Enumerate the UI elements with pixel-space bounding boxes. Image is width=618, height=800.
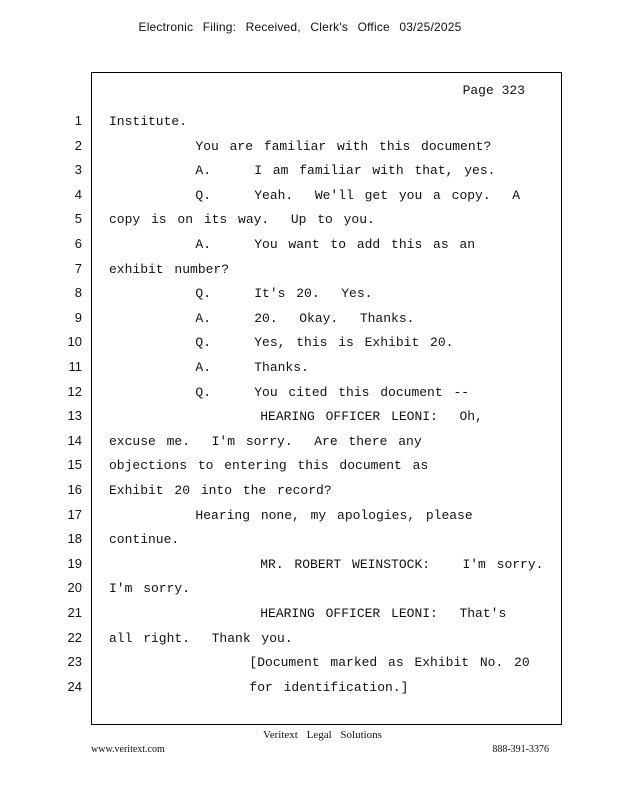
transcript-page-frame bbox=[91, 72, 562, 725]
transcript-line: HEARING OFFICER LEONI: That's bbox=[109, 606, 507, 621]
line-number: 13 bbox=[67, 408, 82, 424]
footer-company: Veritext Legal Solutions bbox=[263, 729, 382, 741]
page-number: Page 323 bbox=[462, 83, 525, 98]
line-number: 15 bbox=[67, 457, 82, 473]
line-number: 24 bbox=[67, 678, 82, 694]
transcript-line: MR. ROBERT WEINSTOCK: I'm sorry. bbox=[109, 556, 544, 572]
line-number: 2 bbox=[74, 137, 82, 153]
line-number: 4 bbox=[74, 186, 82, 202]
line-number: 8 bbox=[74, 285, 82, 301]
transcript-line: A. You want to add this as an bbox=[109, 237, 476, 252]
line-number: 18 bbox=[67, 531, 82, 547]
line-number: 6 bbox=[74, 236, 82, 251]
transcript-line: Q. You cited this document -- bbox=[109, 384, 470, 400]
transcript-line: Q. Yeah. We'll get you a copy. A bbox=[109, 187, 521, 203]
transcript-line: objections to entering this document as bbox=[109, 458, 429, 474]
filing-stamp-header: Electronic Filing: Received, Clerk's Office 03/25/2025 bbox=[138, 20, 462, 34]
line-number: 7 bbox=[74, 260, 82, 276]
transcript-line: copy is on its way. Up to you. bbox=[109, 212, 375, 228]
transcript-line: Hearing none, my apologies, please bbox=[109, 507, 473, 523]
line-number: 11 bbox=[68, 359, 82, 374]
transcript-line: Q. Yes, this is Exhibit 20. bbox=[109, 335, 454, 351]
transcript-line: Q. It's 20. Yes. bbox=[109, 286, 373, 302]
footer-website: www.veritext.com bbox=[91, 744, 165, 755]
line-number: 17 bbox=[67, 506, 82, 522]
line-number: 14 bbox=[67, 432, 82, 448]
line-number: 5 bbox=[74, 211, 82, 227]
transcript-line: Institute. bbox=[109, 114, 188, 129]
transcript-line: A. Thanks. bbox=[109, 360, 309, 375]
transcript-line: A. 20. Okay. Thanks. bbox=[109, 310, 415, 326]
line-number: 3 bbox=[74, 162, 82, 178]
transcript-line: You are familiar with this document? bbox=[109, 138, 492, 154]
transcript-line: for identification.] bbox=[109, 679, 409, 695]
transcript-line: excuse me. I'm sorry. Are there any bbox=[109, 433, 422, 449]
transcript-line: all right. Thank you. bbox=[109, 630, 293, 646]
transcript-line: continue. bbox=[109, 532, 180, 548]
transcript-line: HEARING OFFICER LEONI: Oh, bbox=[109, 409, 483, 425]
transcript-line: A. I am familiar with that, yes. bbox=[109, 163, 496, 179]
line-number: 21 bbox=[67, 605, 82, 620]
transcript-line: [Document marked as Exhibit No. 20 bbox=[109, 655, 530, 671]
line-number: 23 bbox=[67, 654, 82, 670]
line-number: 1 bbox=[74, 113, 82, 128]
line-number: 22 bbox=[67, 629, 82, 645]
line-number: 10 bbox=[67, 334, 82, 350]
line-number: 12 bbox=[67, 383, 82, 399]
footer-phone: 888-391-3376 bbox=[492, 744, 549, 755]
transcript-line: exhibit number? bbox=[109, 261, 230, 277]
transcript-line: I'm sorry. bbox=[109, 581, 191, 597]
transcript-line: Exhibit 20 into the record? bbox=[109, 483, 332, 498]
line-number: 16 bbox=[67, 482, 82, 497]
line-number: 19 bbox=[67, 555, 82, 571]
line-number: 20 bbox=[67, 580, 82, 596]
line-number: 9 bbox=[74, 309, 82, 325]
